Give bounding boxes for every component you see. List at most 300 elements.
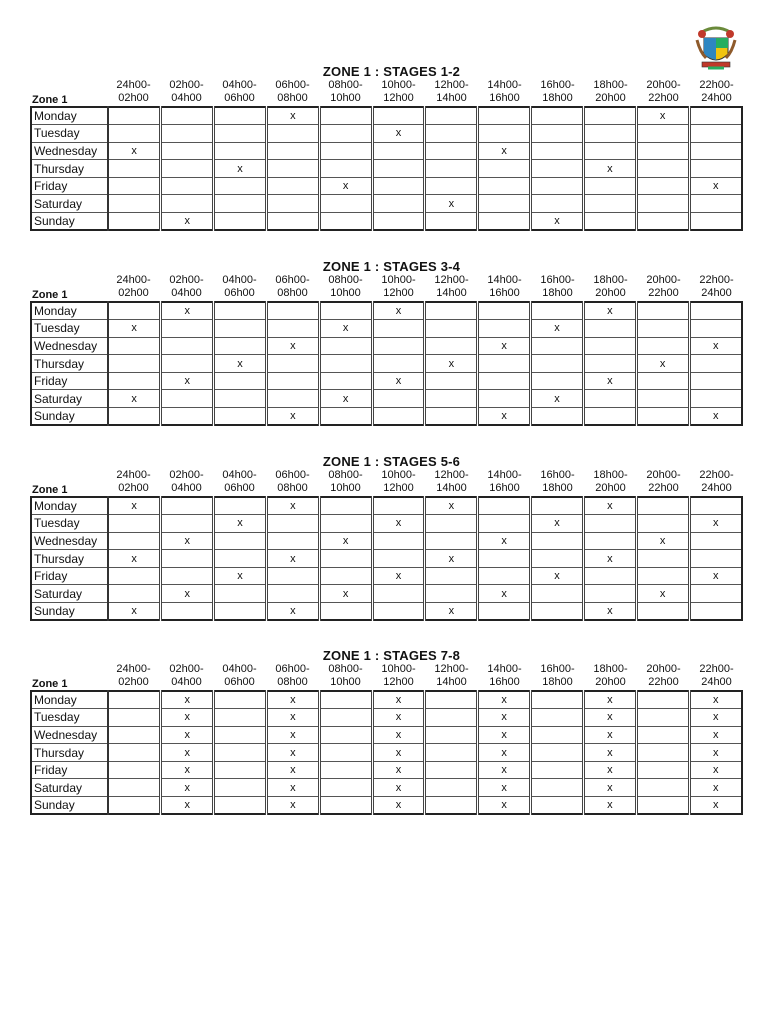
- schedule-cell: [372, 390, 425, 408]
- day-label: Tuesday: [31, 125, 108, 143]
- schedule-cell: [214, 107, 267, 125]
- schedule-cell: [478, 567, 531, 585]
- time-slot-header: [478, 274, 531, 300]
- day-label: Wednesday: [31, 532, 108, 550]
- outage-mark: x: [501, 799, 507, 812]
- schedule-cell: [266, 761, 319, 779]
- time-slot-start: 08h00-: [328, 663, 363, 675]
- section-title: ZONE 1 : STAGES 5-6: [322, 454, 461, 469]
- time-slot-end: 10h00: [330, 482, 361, 494]
- time-slot-end: 22h00: [648, 676, 679, 688]
- schedule-cell: [319, 408, 372, 426]
- schedule-cell: [689, 585, 742, 603]
- schedule-cell: [531, 177, 584, 195]
- outage-mark: x: [131, 392, 137, 405]
- time-slot-header: [107, 79, 160, 105]
- schedule-cell: [689, 603, 742, 621]
- schedule-cell: [689, 691, 742, 709]
- schedule-cell: [478, 337, 531, 355]
- table-row: [31, 779, 742, 797]
- outage-mark: x: [395, 711, 402, 724]
- time-slot-start: 24h00-: [116, 79, 151, 91]
- schedule-cell: [425, 744, 478, 762]
- schedule-cell: [478, 125, 531, 143]
- time-slot-header: [319, 663, 372, 689]
- schedule-cell: [531, 408, 584, 426]
- time-slot-header: [531, 469, 584, 495]
- outage-mark: x: [395, 694, 402, 707]
- schedule-cell: [425, 532, 478, 550]
- table-row: [31, 761, 742, 779]
- schedule-cell: [108, 779, 161, 797]
- schedule-cell: [583, 515, 636, 533]
- schedule-cell: [583, 797, 636, 815]
- schedule-cell: [108, 372, 161, 390]
- time-slot-header: [266, 663, 319, 689]
- schedule-cell: [319, 779, 372, 797]
- schedule-cell: [108, 160, 161, 178]
- outage-mark: x: [342, 534, 349, 547]
- time-slot-end: 16h00: [489, 92, 520, 104]
- outage-mark: x: [131, 500, 137, 513]
- schedule-cell: [531, 372, 584, 390]
- table-row: [31, 390, 742, 408]
- schedule-cell: [636, 390, 689, 408]
- outage-mark: x: [501, 534, 507, 547]
- schedule-cell: [214, 797, 267, 815]
- time-slot-header: [107, 663, 160, 689]
- time-slot-end: 14h00: [436, 287, 467, 299]
- time-slot-start: 06h00-: [275, 469, 310, 481]
- schedule-cell: [425, 408, 478, 426]
- schedule-cell: [636, 177, 689, 195]
- day-label: Thursday: [31, 550, 108, 568]
- time-slot-start: 04h00-: [222, 469, 257, 481]
- schedule-cell: [531, 337, 584, 355]
- schedule-cell: [319, 177, 372, 195]
- schedule-cell: [266, 142, 319, 160]
- day-label: Saturday: [31, 390, 108, 408]
- schedule-cell: [266, 726, 319, 744]
- schedule-cell: [478, 497, 531, 515]
- schedule-cell: [319, 726, 372, 744]
- schedule-cell: [108, 390, 161, 408]
- time-slot-end: 16h00: [489, 482, 520, 494]
- outage-mark: x: [554, 322, 560, 335]
- time-slot-start: 24h00-: [116, 469, 151, 481]
- schedule-cell: [425, 320, 478, 338]
- day-label: Thursday: [31, 744, 108, 762]
- outage-mark: x: [713, 728, 719, 741]
- schedule-cell: [108, 125, 161, 143]
- table-row: [31, 532, 742, 550]
- time-slot-header: [690, 79, 743, 105]
- schedule-cell: [214, 726, 267, 744]
- time-slot-start: 06h00-: [275, 79, 310, 91]
- schedule-cell: [636, 567, 689, 585]
- outage-mark: x: [713, 799, 719, 812]
- schedule-cell: [108, 532, 161, 550]
- schedule-cell: [214, 195, 267, 213]
- day-label: Sunday: [31, 603, 108, 621]
- table-row: [31, 408, 742, 426]
- outage-mark: x: [342, 392, 349, 405]
- time-slot-end: 14h00: [436, 676, 467, 688]
- schedule-cell: [478, 603, 531, 621]
- table-row: [31, 355, 742, 373]
- day-label: Tuesday: [31, 709, 108, 727]
- schedule-cell: [319, 532, 372, 550]
- outage-mark: x: [290, 500, 296, 513]
- schedule-cell: [425, 726, 478, 744]
- schedule-cell: [214, 761, 267, 779]
- time-slot-end: 24h00: [701, 676, 732, 688]
- table-row: [31, 337, 742, 355]
- time-slot-start: 18h00-: [593, 663, 628, 675]
- outage-mark: x: [607, 728, 613, 741]
- schedule-cell: [425, 603, 478, 621]
- time-slot-header: [637, 663, 690, 689]
- schedule-cell: [583, 372, 636, 390]
- schedule-cell: [108, 761, 161, 779]
- time-slot-end: 02h00: [118, 676, 149, 688]
- time-slot-end: 02h00: [118, 482, 149, 494]
- schedule-cell: [161, 691, 214, 709]
- schedule-cell: [478, 355, 531, 373]
- outage-mark: x: [713, 694, 719, 707]
- table-row: [31, 691, 742, 709]
- schedule-cell: [478, 320, 531, 338]
- outage-mark: x: [290, 746, 296, 759]
- schedule-cell: [689, 390, 742, 408]
- schedule-cell: [689, 515, 742, 533]
- outage-mark: x: [713, 764, 719, 777]
- outage-mark: x: [395, 570, 402, 583]
- outage-mark: x: [659, 357, 666, 370]
- schedule-cell: [108, 302, 161, 320]
- schedule-cell: [583, 337, 636, 355]
- schedule-cell: [583, 550, 636, 568]
- time-slot-header: [160, 79, 213, 105]
- schedule-cell: [583, 761, 636, 779]
- schedule-cell: [531, 691, 584, 709]
- time-slot-end: 06h00: [224, 287, 255, 299]
- time-slot-end: 02h00: [118, 92, 149, 104]
- schedule-cell: [214, 213, 267, 231]
- outage-mark: x: [237, 517, 243, 530]
- schedule-cell: [214, 585, 267, 603]
- schedule-cell: [319, 691, 372, 709]
- time-slot-header: [319, 79, 372, 105]
- time-slot-start: 02h00-: [169, 663, 204, 675]
- time-slot-start: 06h00-: [275, 663, 310, 675]
- outage-mark: x: [607, 500, 613, 513]
- schedule-cell: [319, 195, 372, 213]
- schedule-cell: [583, 744, 636, 762]
- outage-mark: x: [713, 781, 719, 794]
- schedule-cell: [214, 408, 267, 426]
- schedule-cell: [636, 213, 689, 231]
- table-row: [31, 603, 742, 621]
- schedule-cell: [478, 160, 531, 178]
- outage-mark: x: [501, 587, 507, 600]
- time-slot-start: 08h00-: [328, 274, 363, 286]
- time-slot-header: [213, 663, 266, 689]
- schedule-cell: [531, 390, 584, 408]
- outage-mark: x: [713, 746, 719, 759]
- schedule-cell: [531, 585, 584, 603]
- schedule-cell: [108, 691, 161, 709]
- schedule-cell: [478, 177, 531, 195]
- time-slot-end: 18h00: [542, 287, 573, 299]
- time-slot-start: 04h00-: [222, 274, 257, 286]
- outage-mark: x: [184, 764, 190, 777]
- schedule-cell: [425, 302, 478, 320]
- schedule-cell: [161, 603, 214, 621]
- time-slot-header: [107, 274, 160, 300]
- time-slot-header: [584, 469, 637, 495]
- day-label: Monday: [31, 691, 108, 709]
- schedule-cell: [319, 515, 372, 533]
- schedule-cell: [266, 797, 319, 815]
- outage-mark: x: [395, 728, 402, 741]
- schedule-cell: [689, 213, 742, 231]
- time-slot-header: [266, 469, 319, 495]
- table-row: [31, 515, 742, 533]
- schedule-cell: [161, 779, 214, 797]
- zone-label: Zone 1: [32, 289, 68, 301]
- schedule-cell: [161, 567, 214, 585]
- outage-mark: x: [501, 694, 507, 707]
- schedule-cell: [531, 603, 584, 621]
- outage-mark: x: [659, 587, 666, 600]
- outage-mark: x: [395, 517, 402, 530]
- schedule-cell: [425, 709, 478, 727]
- schedule-cell: [319, 320, 372, 338]
- schedule-cell: [531, 797, 584, 815]
- schedule-cell: [689, 550, 742, 568]
- schedule-cell: [583, 497, 636, 515]
- schedule-cell: [108, 744, 161, 762]
- schedule-cell: [636, 744, 689, 762]
- outage-mark: x: [607, 799, 613, 812]
- table-row: [31, 744, 742, 762]
- time-slot-end: 12h00: [383, 92, 414, 104]
- time-slot-end: 14h00: [436, 92, 467, 104]
- schedule-cell: [583, 195, 636, 213]
- schedule-cell: [372, 372, 425, 390]
- schedule-cell: [214, 567, 267, 585]
- schedule-cell: [583, 355, 636, 373]
- time-slot-start: 06h00-: [275, 274, 310, 286]
- schedule-cell: [425, 585, 478, 603]
- schedule-cell: [319, 337, 372, 355]
- schedule-cell: [214, 177, 267, 195]
- schedule-cell: [319, 497, 372, 515]
- schedule-cell: [425, 497, 478, 515]
- schedule-cell: [636, 497, 689, 515]
- schedule-cell: [478, 585, 531, 603]
- schedule-cell: [266, 603, 319, 621]
- table-row: [31, 125, 742, 143]
- day-label: Wednesday: [31, 337, 108, 355]
- schedule-cell: [108, 142, 161, 160]
- time-slot-header: [319, 274, 372, 300]
- schedule-cell: [425, 355, 478, 373]
- schedule-cell: [372, 320, 425, 338]
- schedule-cell: [108, 213, 161, 231]
- schedule-cell: [425, 761, 478, 779]
- schedule-cell: [689, 761, 742, 779]
- section-title: ZONE 1 : STAGES 1-2: [322, 64, 461, 79]
- schedule-cell: [372, 408, 425, 426]
- schedule-cell: [266, 779, 319, 797]
- time-slot-header: [531, 663, 584, 689]
- time-slot-start: 22h00-: [699, 79, 734, 91]
- schedule-cell: [425, 567, 478, 585]
- time-slot-end: 02h00: [118, 287, 149, 299]
- day-label: Monday: [31, 107, 108, 125]
- time-slot-header: [637, 79, 690, 105]
- schedule-cell: [108, 497, 161, 515]
- day-label: Tuesday: [31, 515, 108, 533]
- schedule-cell: [161, 390, 214, 408]
- schedule-cell: [108, 107, 161, 125]
- outage-mark: x: [395, 746, 402, 759]
- schedule-cell: [689, 744, 742, 762]
- schedule-cell: [636, 761, 689, 779]
- time-slot-start: 10h00-: [381, 79, 416, 91]
- schedule-cell: [372, 603, 425, 621]
- time-slot-header: [372, 663, 425, 689]
- schedule-cell: [531, 355, 584, 373]
- schedule-cell: [636, 779, 689, 797]
- schedule-cell: [161, 177, 214, 195]
- schedule-cell: [266, 195, 319, 213]
- schedule-cell: [319, 302, 372, 320]
- schedule-cell: [636, 142, 689, 160]
- table-row: [31, 726, 742, 744]
- schedule-cell: [531, 744, 584, 762]
- time-slot-end: 22h00: [648, 92, 679, 104]
- outage-mark: x: [554, 392, 560, 405]
- outage-mark: x: [184, 375, 190, 388]
- schedule-cell: [636, 125, 689, 143]
- schedule-cell: [161, 142, 214, 160]
- schedule-cell: [636, 550, 689, 568]
- schedule-cell: [425, 691, 478, 709]
- schedule-cell: [266, 515, 319, 533]
- outage-mark: x: [607, 711, 613, 724]
- schedule-cell: [161, 761, 214, 779]
- schedule-cell: [372, 567, 425, 585]
- outage-mark: x: [184, 694, 190, 707]
- time-slot-header: [584, 663, 637, 689]
- outage-mark: x: [290, 110, 296, 123]
- schedule-cell: [689, 408, 742, 426]
- table-row: [31, 709, 742, 727]
- schedule-cell: [636, 408, 689, 426]
- time-slot-start: 04h00-: [222, 79, 257, 91]
- schedule-cell: [531, 320, 584, 338]
- schedule-table: [30, 690, 743, 815]
- outage-mark: x: [448, 500, 455, 513]
- schedule-cell: [319, 550, 372, 568]
- outage-mark: x: [501, 764, 507, 777]
- schedule-cell: [372, 709, 425, 727]
- schedule-cell: [319, 761, 372, 779]
- schedule-cell: [583, 408, 636, 426]
- time-slot-start: 02h00-: [169, 79, 204, 91]
- schedule-cell: [425, 797, 478, 815]
- time-slot-start: 22h00-: [699, 469, 734, 481]
- outage-mark: x: [290, 410, 296, 423]
- schedule-cell: [372, 302, 425, 320]
- time-slot-end: 24h00: [701, 482, 732, 494]
- schedule-cell: [108, 177, 161, 195]
- schedule-cell: [161, 302, 214, 320]
- outage-mark: x: [607, 162, 613, 175]
- schedule-cell: [583, 320, 636, 338]
- outage-mark: x: [237, 162, 243, 175]
- time-slot-header: [425, 79, 478, 105]
- schedule-cell: [478, 302, 531, 320]
- schedule-cell: [319, 709, 372, 727]
- outage-mark: x: [607, 694, 613, 707]
- outage-mark: x: [342, 180, 349, 193]
- outage-mark: x: [184, 799, 190, 812]
- outage-mark: x: [237, 570, 243, 583]
- time-slot-end: 16h00: [489, 676, 520, 688]
- outage-mark: x: [713, 339, 719, 352]
- schedule-cell: [161, 726, 214, 744]
- schedule-cell: [319, 125, 372, 143]
- outage-mark: x: [184, 746, 190, 759]
- schedule-cell: [266, 320, 319, 338]
- schedule-cell: [583, 726, 636, 744]
- schedule-cell: [425, 337, 478, 355]
- day-label: Wednesday: [31, 726, 108, 744]
- outage-mark: x: [448, 552, 455, 565]
- outage-mark: x: [448, 197, 455, 210]
- schedule-cell: [531, 726, 584, 744]
- time-slot-header: [637, 469, 690, 495]
- schedule-cell: [689, 797, 742, 815]
- outage-mark: x: [184, 587, 190, 600]
- schedule-cell: [372, 515, 425, 533]
- schedule-cell: [531, 302, 584, 320]
- time-slot-end: 06h00: [224, 92, 255, 104]
- schedule-cell: [372, 213, 425, 231]
- day-label: Friday: [31, 761, 108, 779]
- schedule-cell: [108, 567, 161, 585]
- schedule-cell: [108, 337, 161, 355]
- schedule-cell: [689, 337, 742, 355]
- time-slot-header: [319, 469, 372, 495]
- day-label: Thursday: [31, 160, 108, 178]
- schedule-cell: [478, 408, 531, 426]
- schedule-cell: [425, 390, 478, 408]
- outage-mark: x: [184, 305, 190, 318]
- day-label: Sunday: [31, 408, 108, 426]
- schedule-cell: [372, 726, 425, 744]
- time-slot-end: 06h00: [224, 482, 255, 494]
- schedule-cell: [108, 550, 161, 568]
- schedule-cell: [266, 567, 319, 585]
- schedule-cell: [636, 603, 689, 621]
- schedule-cell: [372, 195, 425, 213]
- schedule-table: [30, 496, 743, 621]
